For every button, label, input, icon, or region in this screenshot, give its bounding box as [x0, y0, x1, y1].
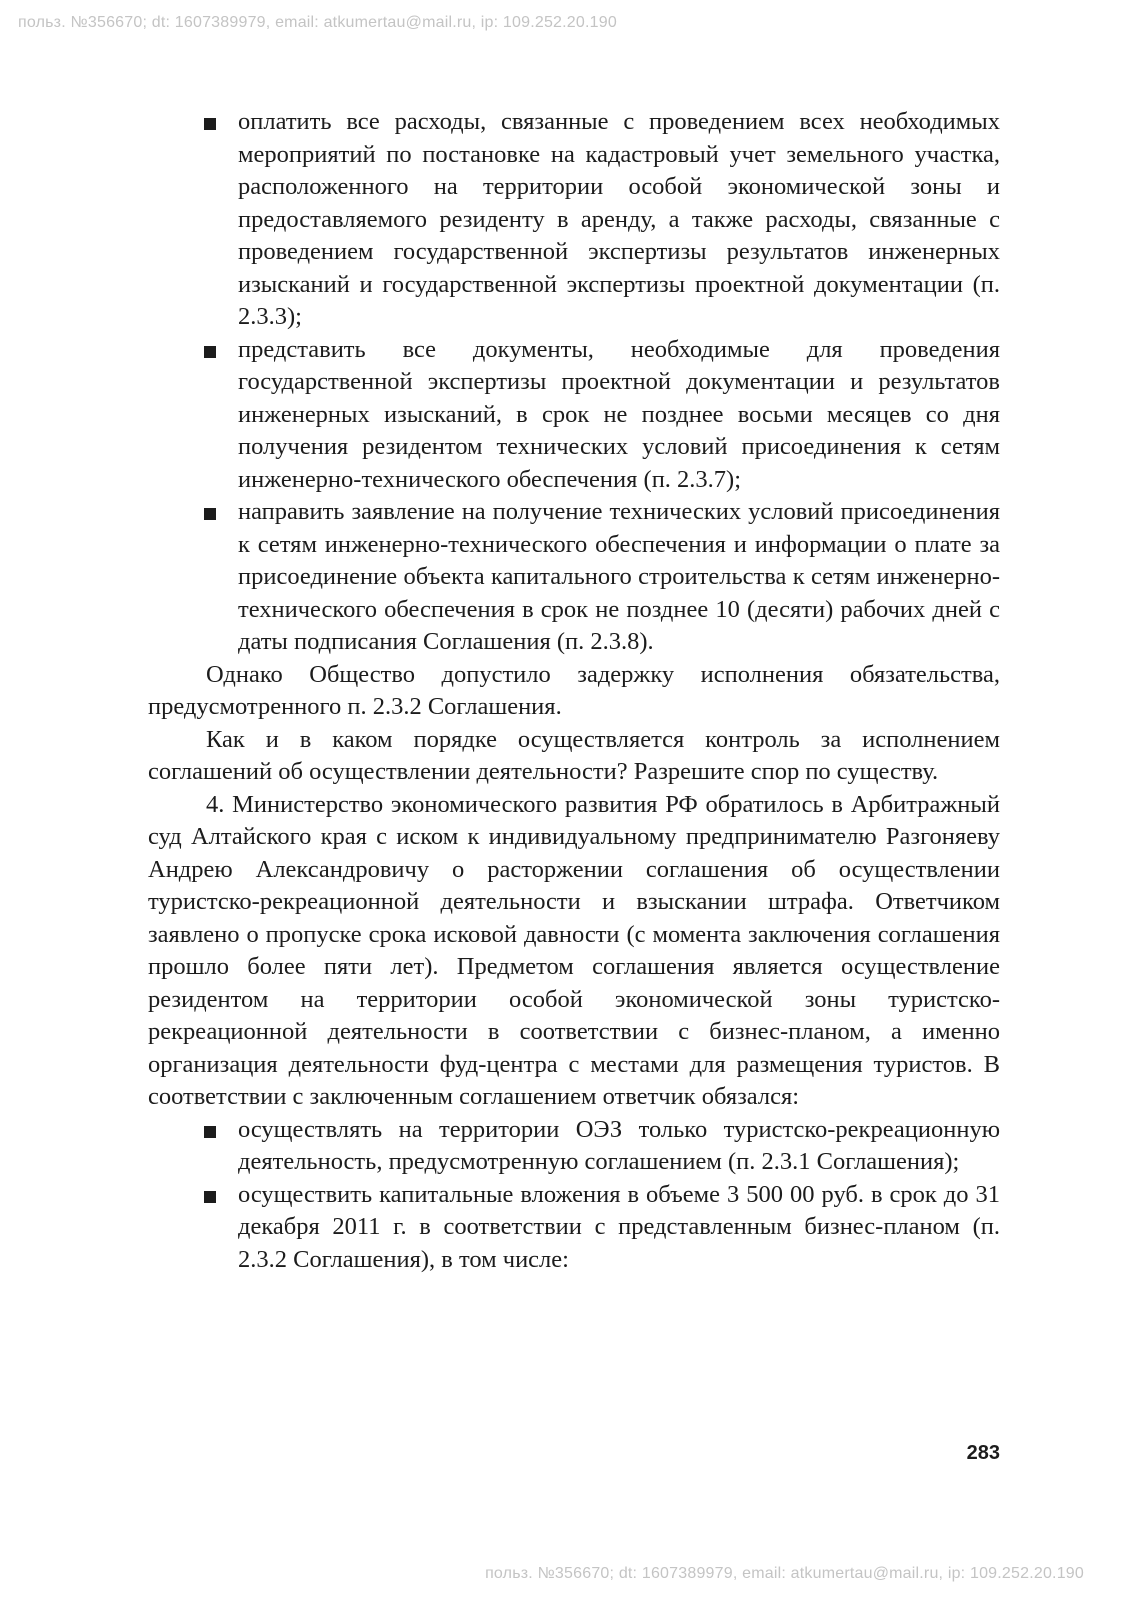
bullet-list-defendant-obligations [148, 1114, 1000, 1277]
list-item: направить заявление на получение технических условий присоединения к сетям инженерно-технического обеспечения и информации о плате за присоединение объекта капитального строительства к сетям инженерно-технического обеспечения в срок не позднее 10 (десяти) рабочих дней с даты подписания Соглашения (п. 2.3.8). [238, 496, 1000, 659]
paragraph-case-4: 4. Министерство экономического развития РФ обратилось в Арбитражный суд Алтайского края с иском к индивидуальному предпринимателю Разгоняеву Андрею Александровичу о расторжении соглашения об осуществлении туристско-рекреационной деятельности и взыскании штрафа. Ответчиком заявлено о пропуске срока исковой давности (с момента заключения соглашения прошло более пяти лет). Предметом соглашения является осуществление резидентом на территории особой экономической зоны туристско-рекреационной деятельности в соответствии с бизнес-планом, а именно организация деятельности фуд-центра с местами для размещения туристов. В соответствии с заключенным соглашением ответчик обязался: [148, 790, 1000, 1110]
bullet-list-obligations [148, 106, 1000, 659]
list-item: осуществить капитальные вложения в объеме 3 500 00 руб. в срок до 31 декабря 2011 г. в соответствии с представленным бизнес-планом (п. 2.3.2 Соглашения), в том числе: [238, 1179, 1000, 1277]
paragraph-question: Как и в каком порядке осуществляется контроль за исполнением соглашений об осуществлении деятельности? Разрешите спор по существу. [148, 725, 1000, 785]
list-item: представить все документы, необходимые для проведения государственной экспертизы проектной документации и результатов инженерных изысканий, в срок не позднее восьми месяцев со дня получения резидентом технических условий присоединения к сетям инженерно-технического обеспечения (п. 2.3.7); [238, 334, 1000, 497]
watermark-top: польз. №356670; dt: 1607389979, email: atkumertau@mail.ru, ip: 109.252.20.190 [18, 14, 617, 31]
watermark-bottom: польз. №356670; dt: 1607389979, email: atkumertau@mail.ru, ip: 109.252.20.190 [485, 1565, 1084, 1582]
page-text [148, 106, 1000, 1276]
page-number: 283 [966, 1442, 1000, 1464]
paragraph-delay: Однако Общество допустило задержку исполнения обязательства, предусмотренного п. 2.3.2 Соглашения. [148, 660, 1000, 720]
list-item: осуществлять на территории ОЭЗ только туристско-рекреационную деятельность, предусмотренную соглашением (п. 2.3.1 Соглашения); [238, 1114, 1000, 1179]
list-item: оплатить все расходы, связанные с проведением всех необходимых мероприятий по постановке на кадастровый учет земельного участка, расположенного на территории особой экономической зоны и предоставляемого резиденту в аренду, а также расходы, связанные с проведением государственной экспертизы результатов инженерных изысканий и государственной экспертизы проектной документации (п. 2.3.3); [238, 106, 1000, 334]
